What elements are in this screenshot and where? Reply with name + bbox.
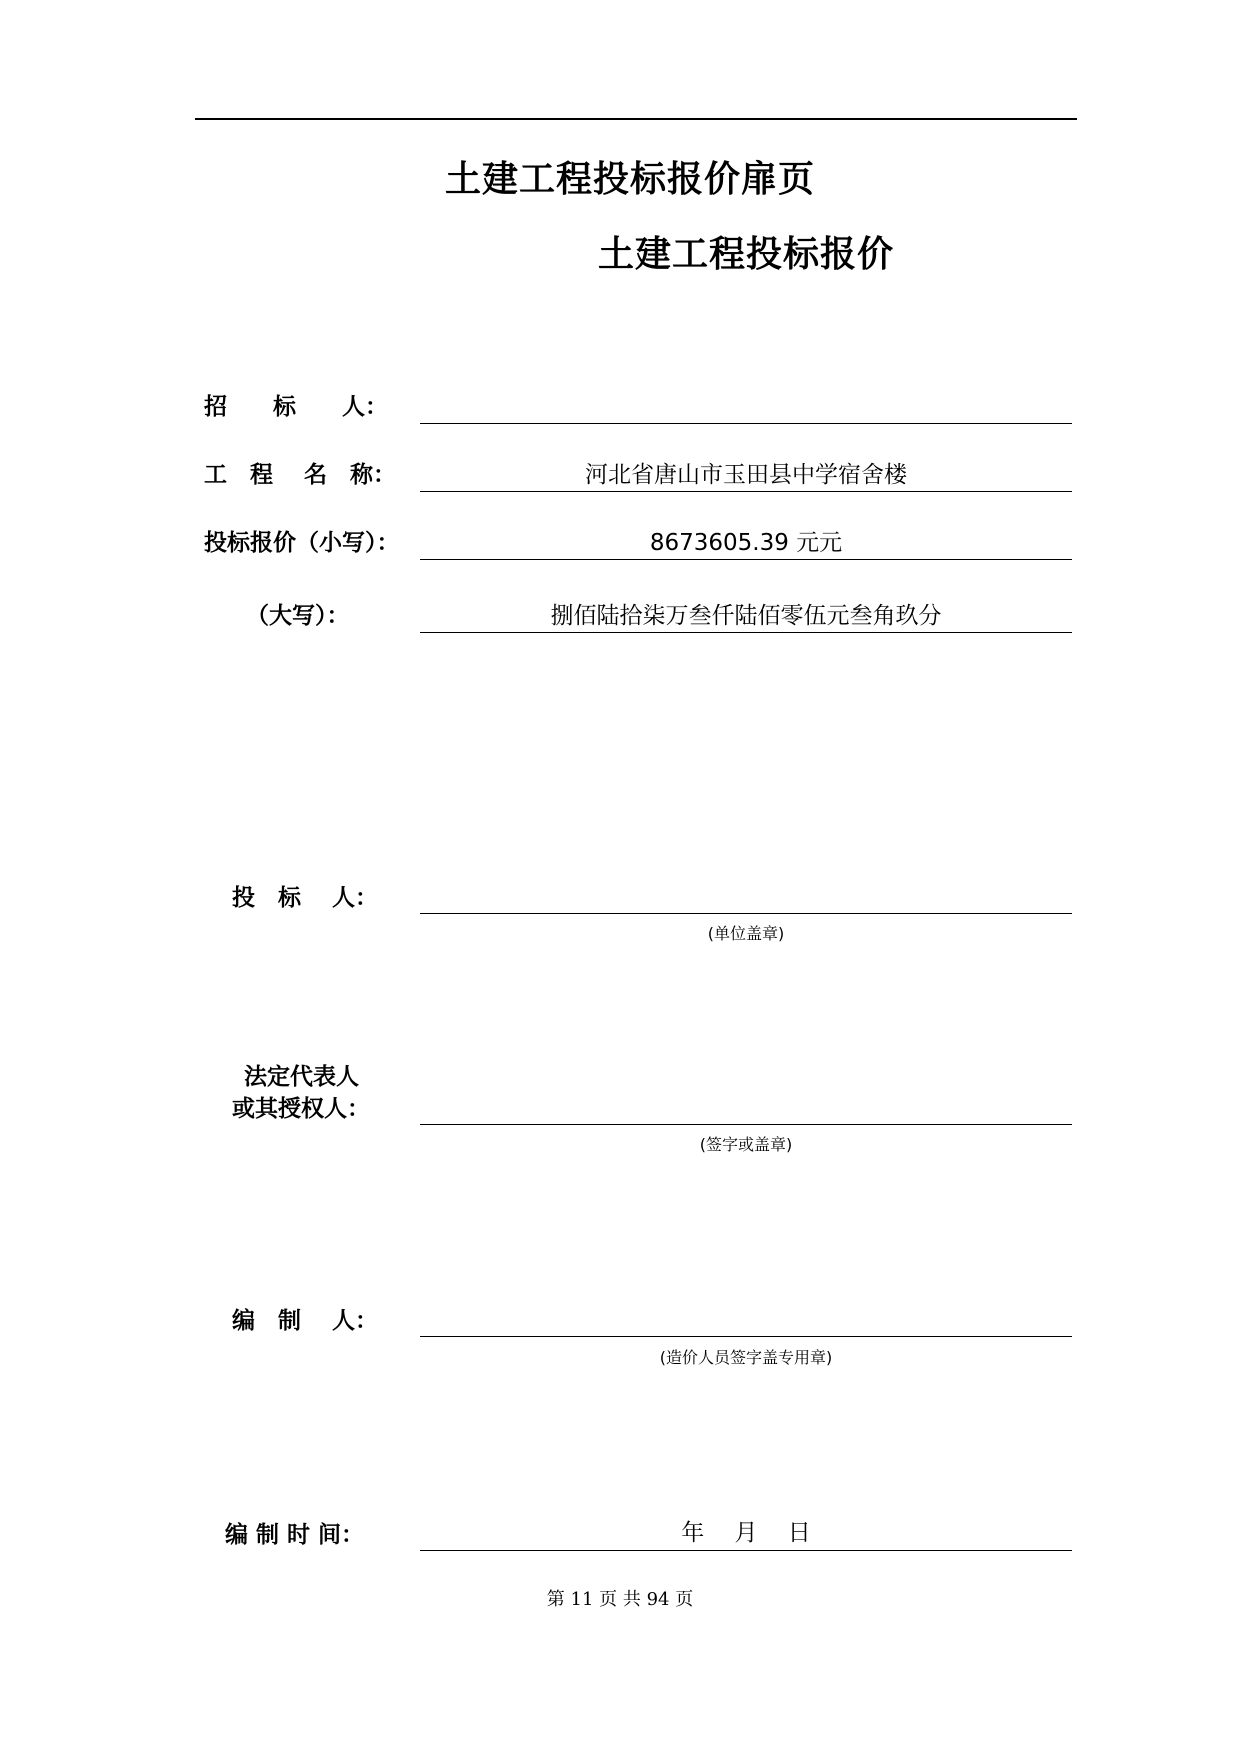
document-subtitle: 土建工程投标报价 [598, 234, 895, 275]
document-title: 土建工程投标报价扉页 [445, 159, 816, 200]
compiler-line [420, 1336, 1072, 1337]
compile-date-value: 年 月 日 [681, 1520, 811, 1546]
compiler-note: (造价人员签字盖专用章) [659, 1348, 833, 1367]
tenderer-label: 招 标 人： [204, 394, 388, 420]
bidder-label: 投 标 人： [232, 885, 379, 911]
bid-price-words-label: （大写）： [246, 603, 350, 629]
compiler-label: 编 制 人： [232, 1308, 379, 1334]
legal-representative-note: (签字或盖章) [699, 1135, 793, 1154]
legal-representative-line [420, 1124, 1072, 1125]
project-name-value: 河北省唐山市玉田县中学宿舍楼 [585, 462, 907, 488]
bid-price-figures-label: 投标报价（小写）： [204, 530, 400, 556]
project-name-line [420, 491, 1072, 492]
bid-price-words-line [420, 632, 1072, 633]
bidder-line [420, 913, 1072, 914]
header-rule [195, 118, 1077, 120]
bid-price-figures-value: 8673605.39 元元 [649, 530, 843, 556]
compile-date-label: 编 制 时 间： [225, 1522, 365, 1548]
project-name-label: 工 程 名 称： [204, 462, 397, 488]
bid-price-words-value: 捌佰陆拾柒万叁仟陆佰零伍元叁角玖分 [550, 603, 942, 629]
tenderer-line [420, 423, 1072, 424]
bidder-note: (单位盖章) [707, 924, 785, 943]
page-number: 第 11 页 共 94 页 [546, 1589, 694, 1610]
bid-price-figures-line [420, 559, 1072, 560]
legal-representative-label-line2: 或其授权人： [232, 1096, 370, 1122]
compile-date-line [420, 1550, 1072, 1551]
legal-representative-label-line1: 法定代表人 [244, 1064, 359, 1090]
